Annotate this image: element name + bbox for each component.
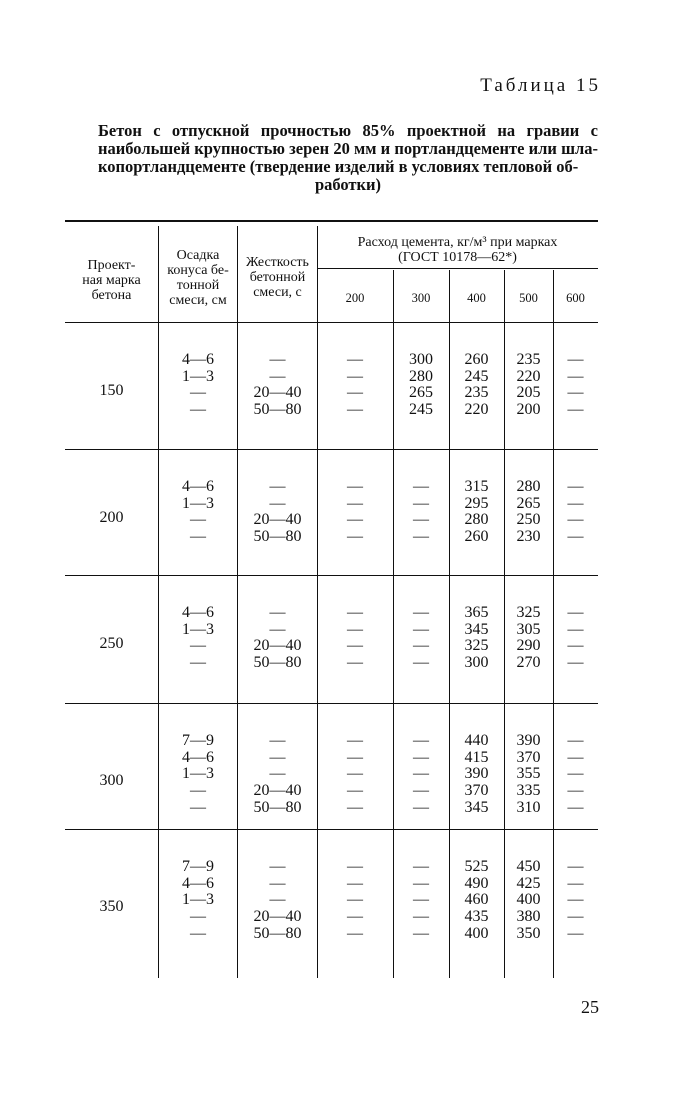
- table-cell: —: [347, 858, 363, 875]
- cell-column-m500: [504, 352, 553, 419]
- table-cell: —: [413, 874, 429, 892]
- table-cell: —: [413, 654, 429, 672]
- table-cell: 205: [516, 384, 541, 402]
- cell-column-m600: [553, 605, 598, 672]
- table-cell: —: [413, 798, 429, 816]
- table-cell: —: [269, 748, 286, 766]
- group-rule: [65, 703, 598, 704]
- table-cell: —: [347, 874, 363, 892]
- table-cell: —: [269, 858, 286, 875]
- table-cell: —: [567, 782, 584, 800]
- cell-column-slump: [159, 352, 237, 419]
- table-cell: 1—3: [182, 494, 214, 512]
- grade-label: 300: [99, 771, 124, 789]
- header-mark-300: 300: [411, 291, 431, 305]
- header-cement: Расход цемента, кг/м³ при марках (ГОСТ 10178—62*): [357, 235, 558, 265]
- table-cell: 1—3: [182, 891, 214, 909]
- table-cell: —: [269, 732, 286, 749]
- table-cell: 490: [464, 874, 489, 892]
- table-cell: 20—40: [253, 908, 302, 926]
- grade-label: 150: [99, 382, 124, 400]
- table-cell: 220: [464, 401, 489, 419]
- table-cell: 235: [516, 351, 541, 368]
- table-cell: —: [190, 401, 206, 419]
- table-cell: 335: [516, 782, 541, 800]
- table-cell: —: [413, 528, 429, 546]
- table-cell: 270: [516, 654, 541, 672]
- cell-column-slump: [159, 605, 237, 672]
- table-cell: —: [347, 367, 363, 385]
- table-cell: —: [269, 367, 286, 385]
- cell-column-m500: [504, 479, 553, 546]
- table-cell: —: [413, 908, 429, 926]
- header-mark-400: 400: [467, 291, 486, 305]
- table-label: Таблица 15: [480, 75, 601, 96]
- table-cell: —: [567, 874, 584, 892]
- table-cell: 20—40: [253, 384, 302, 402]
- cell-column-m200: [317, 605, 393, 672]
- table-cell: —: [413, 782, 429, 800]
- table-cell: 390: [516, 732, 541, 749]
- table-cell: —: [347, 891, 363, 909]
- cell-column-stiffness: [238, 859, 317, 943]
- table-cell: —: [347, 494, 363, 512]
- table-cell: 325: [516, 604, 541, 621]
- table-cell: 1—3: [182, 620, 214, 638]
- table-cell: —: [347, 654, 363, 672]
- title-line-3: копортландцементе (твердение изделий в условиях тепловой об-: [98, 157, 579, 176]
- table-cell: —: [413, 891, 429, 909]
- table-cell: 345: [464, 620, 489, 638]
- table-cell: 50—80: [253, 798, 302, 816]
- table-cell: 20—40: [253, 637, 302, 655]
- table-cell: —: [347, 748, 363, 766]
- table-cell: —: [269, 494, 286, 512]
- table-cell: —: [567, 511, 584, 529]
- table-cell: —: [190, 637, 206, 655]
- table-cell: —: [567, 765, 584, 783]
- table-cell: —: [269, 478, 286, 495]
- table-cell: 7—9: [182, 858, 214, 875]
- table-cell: —: [347, 782, 363, 800]
- table-cell: 235: [464, 384, 489, 402]
- title-line-1: Бетон с отпускной прочностью 85% проектной на гравии с: [98, 121, 598, 140]
- table-cell: 220: [516, 367, 541, 385]
- table-cell: —: [413, 511, 429, 529]
- cell-column-stiffness: [238, 352, 317, 419]
- table-cell: 280: [516, 478, 541, 495]
- table-cell: 370: [464, 782, 489, 800]
- cell-column-m300: [393, 859, 449, 943]
- table-cell: 250: [516, 511, 541, 529]
- group-rule: [65, 449, 598, 450]
- table-cell: —: [567, 528, 584, 546]
- table-cell: —: [567, 351, 584, 368]
- table-cell: —: [567, 732, 584, 749]
- table-cell: 4—6: [182, 604, 214, 621]
- header-slump: Осадка конуса бе- тонной смеси, см: [167, 248, 229, 308]
- table-cell: —: [567, 401, 584, 419]
- table-cell: 280: [409, 367, 433, 385]
- table-cell: 4—6: [182, 351, 214, 368]
- table-cell: —: [190, 908, 206, 926]
- table-cell: 1—3: [182, 765, 214, 783]
- table-cell: 4—6: [182, 748, 214, 766]
- table-cell: 50—80: [253, 924, 302, 942]
- table-cell: 20—40: [253, 511, 302, 529]
- cell-column-slump: [159, 859, 237, 943]
- table-cell: —: [269, 765, 286, 783]
- header-bottom-rule: [65, 322, 598, 323]
- group-rule: [65, 829, 598, 830]
- table-cell: —: [567, 924, 584, 942]
- table-cell: —: [413, 732, 429, 749]
- cell-column-m600: [553, 733, 598, 817]
- table-cell: 345: [464, 798, 489, 816]
- table-cell: 260: [464, 351, 489, 368]
- group-rule: [65, 575, 598, 576]
- table-cell: 265: [409, 384, 433, 402]
- table-cell: —: [413, 478, 429, 495]
- table-cell: 310: [516, 798, 541, 816]
- cell-column-m300: [393, 352, 449, 419]
- table-cell: 50—80: [253, 528, 302, 546]
- table-cell: —: [567, 858, 584, 875]
- table-cell: —: [347, 351, 363, 368]
- table-cell: —: [190, 798, 206, 816]
- table-cell: —: [567, 891, 584, 909]
- table-cell: —: [413, 637, 429, 655]
- cell-column-stiffness: [238, 479, 317, 546]
- table-cell: 450: [516, 858, 541, 875]
- table-cell: 280: [464, 511, 489, 529]
- table-cell: 200: [516, 401, 541, 419]
- table-cell: —: [413, 924, 429, 942]
- cell-column-m200: [317, 733, 393, 817]
- cell-column-m500: [504, 859, 553, 943]
- cell-column-m200: [317, 859, 393, 943]
- table-cell: —: [269, 874, 286, 892]
- table-cell: —: [567, 748, 584, 766]
- table-cell: 440: [464, 732, 489, 749]
- table-cell: 295: [464, 494, 489, 512]
- table-cell: —: [567, 604, 584, 621]
- table-cell: —: [347, 620, 363, 638]
- table-cell: 355: [516, 765, 541, 783]
- table-cell: —: [269, 604, 286, 621]
- title-line-4: работки): [314, 175, 382, 194]
- table-cell: —: [347, 528, 363, 546]
- table-cell: —: [347, 401, 363, 419]
- table-cell: 415: [464, 748, 489, 766]
- table-cell: —: [347, 765, 363, 783]
- table-cell: —: [413, 620, 429, 638]
- table-cell: —: [413, 604, 429, 621]
- table-cell: 290: [516, 637, 541, 655]
- table-cell: 325: [464, 637, 489, 655]
- table-cell: 260: [464, 528, 489, 546]
- cell-column-m400: [449, 605, 504, 672]
- cell-column-stiffness: [238, 605, 317, 672]
- table-cell: 245: [464, 367, 489, 385]
- cell-column-m300: [393, 479, 449, 546]
- table-cell: —: [269, 620, 286, 638]
- grade-label: 200: [99, 509, 124, 527]
- table-cell: 425: [516, 874, 541, 892]
- cement-header-rule: [317, 268, 598, 269]
- header-mark-600: 600: [566, 291, 585, 305]
- table-cell: 7—9: [182, 732, 214, 749]
- table-cell: 265: [516, 494, 541, 512]
- table-cell: 460: [464, 891, 489, 909]
- table-cell: —: [269, 351, 286, 368]
- table-cell: —: [413, 494, 429, 512]
- table-cell: —: [413, 858, 429, 875]
- table-cell: —: [190, 654, 206, 672]
- page-number: 25: [581, 997, 599, 1017]
- cell-column-m300: [393, 605, 449, 672]
- header-grade: Проект- ная марка бетона: [82, 258, 141, 303]
- cell-column-m600: [553, 352, 598, 419]
- table-cell: 525: [464, 858, 489, 875]
- table-cell: —: [347, 384, 363, 402]
- cell-column-slump: [159, 479, 237, 546]
- table-cell: 300: [464, 654, 489, 672]
- cell-column-m600: [553, 479, 598, 546]
- table-cell: 350: [516, 924, 541, 942]
- header-mark-200: 200: [345, 291, 365, 305]
- cell-column-m600: [553, 859, 598, 943]
- table-cell: —: [347, 908, 363, 926]
- table-cell: 305: [516, 620, 541, 638]
- header-mark-500: 500: [519, 291, 538, 305]
- cell-column-slump: [159, 733, 237, 817]
- table-cell: —: [190, 384, 206, 402]
- table-cell: 245: [409, 401, 433, 419]
- table-cell: 4—6: [182, 478, 214, 495]
- table-cell: 390: [464, 765, 489, 783]
- table-cell: —: [347, 798, 363, 816]
- table-cell: —: [347, 478, 363, 495]
- table-cell: —: [567, 654, 584, 672]
- table-cell: —: [567, 798, 584, 816]
- table-cell: 50—80: [253, 401, 302, 419]
- table-cell: —: [190, 782, 206, 800]
- table-cell: 50—80: [253, 654, 302, 672]
- table-cell: —: [567, 908, 584, 926]
- header-stiffness: Жесткость бетонной смеси, с: [246, 255, 309, 300]
- table-cell: 300: [409, 351, 433, 368]
- table-cell: —: [190, 924, 206, 942]
- table-cell: 370: [516, 748, 541, 766]
- cell-column-m200: [317, 352, 393, 419]
- table-cell: —: [347, 924, 363, 942]
- table-cell: —: [567, 384, 584, 402]
- table-cell: —: [269, 891, 286, 909]
- table-cell: —: [413, 765, 429, 783]
- table-top-rule: [65, 220, 598, 222]
- cell-column-m500: [504, 733, 553, 817]
- table-cell: —: [347, 732, 363, 749]
- table-cell: —: [347, 511, 363, 529]
- table-cell: —: [567, 620, 584, 638]
- cell-column-m400: [449, 352, 504, 419]
- table-cell: —: [347, 637, 363, 655]
- table-cell: —: [567, 637, 584, 655]
- table-cell: 400: [516, 891, 541, 909]
- table-cell: 230: [516, 528, 541, 546]
- table-cell: 20—40: [253, 782, 302, 800]
- table-cell: 1—3: [182, 367, 214, 385]
- table-cell: 365: [464, 604, 489, 621]
- cell-column-m400: [449, 479, 504, 546]
- table-cell: 400: [464, 924, 489, 942]
- table-cell: —: [347, 604, 363, 621]
- table-cell: —: [190, 528, 206, 546]
- table-cell: —: [567, 494, 584, 512]
- cell-column-stiffness: [238, 733, 317, 817]
- cell-column-m400: [449, 859, 504, 943]
- table-cell: —: [567, 367, 584, 385]
- cell-column-m400: [449, 733, 504, 817]
- table-cell: 4—6: [182, 874, 214, 892]
- grade-label: 350: [99, 897, 124, 915]
- table-cell: 435: [464, 908, 489, 926]
- table-cell: 315: [464, 478, 489, 495]
- cell-column-m200: [317, 479, 393, 546]
- table-cell: —: [413, 748, 429, 766]
- grade-label: 250: [99, 635, 124, 653]
- title-line-2: наибольшей крупностью зерен 20 мм и портландцементе или шла-: [98, 139, 598, 158]
- table-cell: —: [567, 478, 584, 495]
- table-cell: —: [190, 511, 206, 529]
- cell-column-m500: [504, 605, 553, 672]
- cell-column-m300: [393, 733, 449, 817]
- table-cell: 380: [516, 908, 541, 926]
- table-title: [98, 122, 598, 194]
